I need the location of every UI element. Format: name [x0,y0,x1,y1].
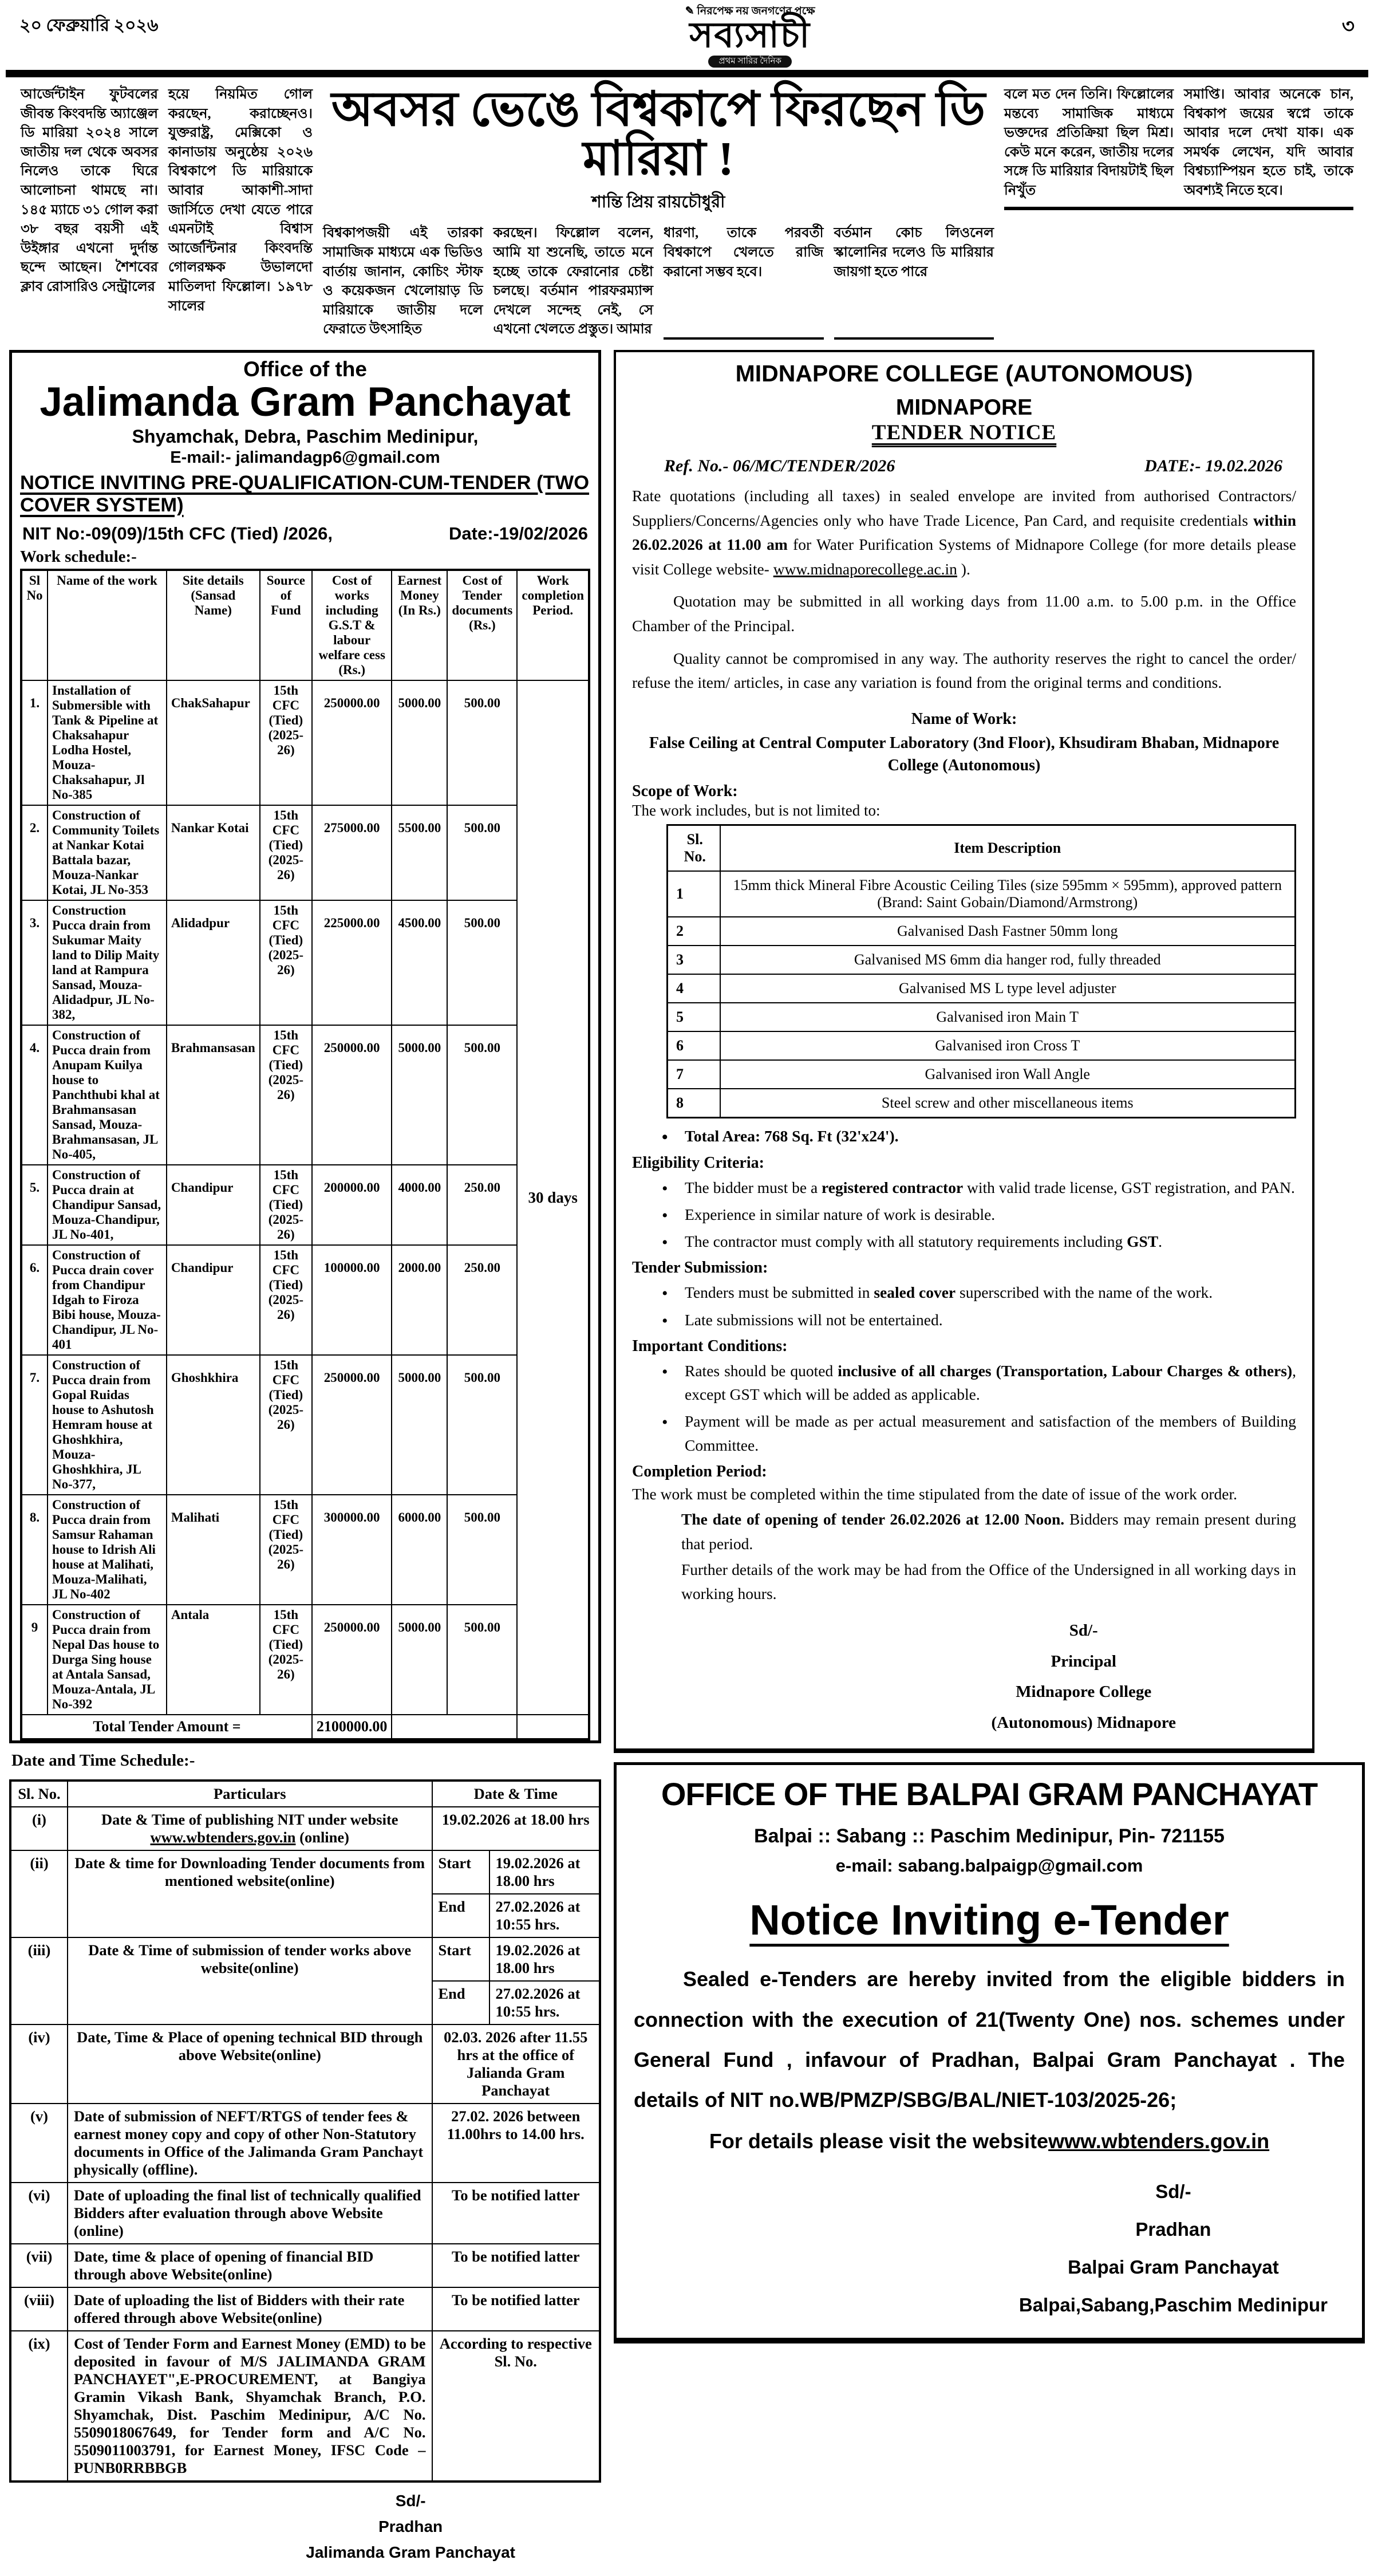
item-row: 1 15mm thick Mineral Fibre Acoustic Ceiling Tiles (size 595mm × 595mm), approved pattern (Brand: Saint Gobain/Diamond/Armstrong) [668,871,1296,917]
wbtenders-link[interactable]: www.wbtenders.gov.in [1048,2129,1270,2153]
completion-line-1: The work must be completed within the time stipulated from the date of issue of the work order. [632,1484,1237,1503]
jalimanda-name: Jalimanda Gram Panchayat [40,379,571,425]
schedule-row: (v) Date of submission of NEFT/RTGS of tender fees & earnest money copy and copy of other Non-Statutory documents in Office of the Jalimanda Gram Panchayt physically (offline). 27.02. 2026 between 11.00hrs to 14.00 hrs. [10,2104,600,2183]
item-row: 7 Galvanised iron Wall Angle [668,1060,1296,1089]
schedule-row: (i) Date & Time of publishing NIT under website www.wbtenders.gov.in (online) 19.02.2026 at 18.00 hrs [10,1807,600,1850]
article-column-5: ধারণা, তাকে পরবর্তী বিশ্বকাপে খেলতে রাজি করানো সম্ভব হবে। [664,224,824,340]
completion-period-cell: 30 days [517,680,589,1715]
scope-of-work-label: Scope of Work: [632,782,738,801]
eligibility-label: Eligibility Criteria: [632,1153,764,1172]
item-row: 2 Galvanised Dash Fastner 50mm long [668,917,1296,946]
jalimanda-notice [9,350,601,2566]
news-article [6,77,1368,344]
e-tender-heading: Notice Inviting e-Tender [749,1896,1229,1944]
main-content [6,344,1368,2566]
page-number: ৩ [1341,16,1355,37]
table-row: 4. Construction of Pucca drain from Anupam Kuilya house to Panchthubi khal at Brahmansasan Sansad, Mouza-Brahmansasan, JL No-405, Brahmansasan 15th CFC (Tied) (2025-26) 250000.00 5000.00 500.00 [21,1025,589,1165]
name-of-work-text: False Ceiling at Central Computer Laboratory (3nd Floor), Khsudiram Bhaban, Midnapore College (Autonomous) [649,734,1280,775]
midnapore-signature: Sd/- Principal Midnapore College (Autonomous) Midnapore [991,1621,1176,1732]
article-column-8: সমাপ্তি। আবার অনেকে চান, বিশ্বকাপ জয়ের স্বপ্নে তাকে আবার দলে দেখা যাক। এক সমর্থক লেখেন, যদি আবার বিশ্বচ্যাম্পিয়ন হতে চাই, তাকে অবশ্যই নিতে হবে। [1184,87,1353,198]
schedule-row: (vi) Date of uploading the final list of technically qualified Bidders after evaluation through above Website (online) To be notified latter [10,2183,600,2244]
midnapore-title: MIDNAPORE COLLEGE (AUTONOMOUS) [735,360,1193,387]
schedule-subrow: End 27.02.2026 at 10:55 hrs. [10,1981,600,2024]
nit-number: NIT No:-09(09)/15th CFC (Tied) /2026, [22,523,333,544]
article-byline: শান্তি প্রিয় রায়চৌধুরী [591,193,725,212]
masthead [685,6,815,68]
date-time-schedule-label: Date and Time Schedule:- [11,1751,195,1770]
total-label: Total Tender Amount = [21,1715,312,1739]
masthead-bar [6,3,1368,68]
schedule-row: (ii) Date & time for Downloading Tender documents from mentioned website(online) Start 19.02.2026 at 18.00 hrs [10,1850,600,1894]
article-column-4: করছেন। ফিল্লোল বলেন, আমি যা শুনেছি, তাতে মনে হচ্ছে তাকে ফেরানোর চেষ্টা চলছে। বর্তমান পারফরম্যান্স দেখলে সন্দেহ নেই, সে এখনো খেলতে প্রস্তুত। আমার [493,226,653,337]
work-schedule-label: Work schedule:- [20,548,137,566]
right-column [614,350,1365,2343]
newspaper-title: সব্যসাচী [689,16,811,55]
completion-line-2: The date of opening of tender 26.02.2026 at 12.00 Noon. Bidders may remain present during that period. [681,1510,1296,1553]
article-right-columns [1004,85,1353,210]
item-table-header: Sl. No. Item Description [668,825,1296,872]
total-area-bullet: • Total Area: 768 Sq. Ft (32'x24'). [632,1124,1296,1148]
balpai-details-line: For details please visit the websitewww.wbtenders.gov.in [709,2129,1270,2153]
important-conditions-bullets [632,1359,1296,1457]
name-of-work-label: Name of Work: [911,710,1017,728]
masthead-rule [6,70,1368,77]
jalimanda-office-of: Office of the [243,357,367,381]
area-bullets [632,1124,1296,1148]
ref-row [632,456,1296,476]
tender-submission-label: Tender Submission: [632,1259,768,1277]
masthead-badge: প্রথম সারির দৈনিক [708,56,791,68]
item-row: 8 Steel screw and other miscellaneous items [668,1089,1296,1118]
item-row: 6 Galvanised iron Cross T [668,1031,1296,1060]
article-column-3: বিশ্বকাপজয়ী এই তারকা সামাজিক মাধ্যমে এক ভিডিও বার্তায় জানান, কোচিং স্টাফ ও কয়েকজন খেলোয়াড় ডি মারিয়াকে জাতীয় দলে ফেরাতে উৎসাহিত [323,226,483,337]
schedule-row: (iv) Date, Time & Place of opening technical BID through above Website(online) 02.03. 2026 after 11.55 hrs at the office of Jalianda Gram Panchayat [10,2024,600,2104]
table-row: 7. Construction of Pucca drain from Gopal Ruidas house to Ashutosh Hemram house at Ghoshkhira, Mouza-Ghoshkhira, JL No-377, Ghoshkhira 15th CFC (Tied) (2025-26) 250000.00 5000.00 500.00 [21,1355,589,1495]
list-item: • The contractor must comply with all statutory requirements including GST. [632,1230,1296,1253]
schedule-row: (ix) Cost of Tender Form and Earnest Money (EMD) to be deposited in favour of M/S JALIMANDA GRAM PANCHAYET",E-PROCUREMENT, at Bangiya Gramin Vikash Bank, Shyamchak Branch, P.O. Shyamchak, Dist. Paschim Medinipur, A/C No. 5509018067649, for Tender form and A/C No. 5509011003791, for Earnest Money, IFSC Code – PUNB0RRBBGB According to respective Sl. No. [10,2331,600,2482]
jalimanda-email: E-mail:- jalimandagp6@gmail.com [170,448,440,467]
balpai-signature: Sd/- Pradhan Balpai Gram Panchayat Balpai,Sabang,Paschim Medinipur [1018,2181,1328,2316]
schedule-row: (iii) Date & Time of submission of tender works above website(online) Start 19.02.2026 at 18.00 hrs [10,1937,600,1981]
jalimanda-signature: Sd/- Pradhan Jalimanda Gram Panchayat [306,2492,515,2562]
jalimanda-notice-title: NOTICE INVITING PRE-QUALIFICATION-CUM-TENDER (TWO COVER SYSTEM) [20,472,590,517]
table-row: 8. Construction of Pucca drain from Samsur Rahaman house to Idrish Ali house at Malihati, Mouza-Malihati, JL No-402 Malihati 15th CFC (Tied) (2025-26) 300000.00 6000.00 500.00 [21,1495,589,1605]
midnapore-notice [614,350,1314,1754]
schedule-header: Sl. No. Particulars Date & Time [10,1781,600,1807]
balpai-paragraph: Sealed e-Tenders are hereby invited from the eligible bidders in connection with the execution of 21(Twenty One) nos. schemes under General Fund , infavour of Pradhan, Balpai Gram Panchayat . The details of NIT no.WB/PMZP/SBG/BAL/NIET-103/2025-26; [634,1967,1345,2112]
important-conditions-label: Important Conditions: [632,1337,788,1355]
nit-date: Date:-19/02/2026 [449,523,588,544]
table-row: 3. Construction Pucca drain from Sukumar Maity land to Dilip Maity land at Rampura Sansad, Mouza-Alidadpur, JL No-382, Alidadpur 15th CFC (Tied) (2025-26) 225000.00 4500.00 500.00 [21,900,589,1025]
midnapore-paragraph-3: Quality cannot be compromised in any way. The authority reserves the right to cancel the order/ refuse the item/ articles, in case any variation is found from the original terms and conditions. [632,649,1296,692]
work-schedule-table [20,569,590,1740]
list-item: • Rates should be quoted inclusive of all charges (Transportation, Labour Charges & others), except GST which will be added as applicable. [632,1359,1296,1407]
table-row: 1. Installation of Submersible with Tank & Pipeline at Chaksahapur Lodha Hostel, Mouza-Chaksahapur, Jl No-385 ChakSahapur 15th CFC (Tied) (2025-26) 250000.00 5000.00 500.00 30 days [21,680,589,805]
article-column-2: হয়ে নিয়মিত গোল করছেন, করাচ্ছেনও। যুক্তরাষ্ট্র, মেক্সিকো ও কানাডায় অনুষ্ঠেয় ২০২৬ বিশ্বকাপে ডি মারিয়াকে আবার আকাশী-সাদা জার্সিতে দেখা যেতে পারে এমনটাই বিশ্বাস আর্জেন্টিনার কিংবদন্তি গোলরক্ষক উভালদো মাতিলদা ফিল্লোল। ১৯৭৮ সালের [168,87,313,314]
list-item: • Experience in similar nature of work is desirable. [632,1203,1296,1226]
article-center [323,85,994,340]
tender-notice-heading: TENDER NOTICE [871,420,1057,444]
table-row: 9 Construction of Pucca drain from Nepal Das house to Durga Sing house at Antala Sansad, Mouza-Antala, JL No-392 Antala 15th CFC (Tied) (2025-26) 250000.00 5000.00 500.00 [21,1605,589,1715]
list-item: • Tenders must be submitted in sealed cover superscribed with the name of the work. [632,1281,1296,1304]
schedule-row: (viii) Date of uploading the list of Bidders with their rate offered through above Website(online) To be notified latter [10,2287,600,2331]
balpai-notice [614,1762,1365,2343]
list-item: • Late submissions will not be entertained. [632,1308,1296,1332]
tender-submission-bullets [632,1281,1296,1332]
date-time-schedule-table [9,1779,601,2483]
ref-date: DATE:- 19.02.2026 [1144,456,1282,475]
jalimanda-box [9,350,601,1744]
total-value: 2100000.00 [312,1715,392,1739]
table-row: 6. Construction of Pucca drain cover from Chandipur Idgah to Firoza Bibi house, Mouza-Chandipur, JL No-401 Chandipur 15th CFC (Tied) (2025-26) 100000.00 2000.00 250.00 [21,1245,589,1355]
work-table-header: Sl No Name of the work Site details (Sansad Name) Source of Fund Cost of works including G.S.T & labour welfare cess (Rs.) Earnest Money (In Rs.) Cost of Tender documents (Rs.) Work completion Period. [21,570,589,680]
item-description-table [666,824,1296,1118]
balpai-title: OFFICE OF THE BALPAI GRAM PANCHAYAT [661,1776,1318,1813]
table-row: 5. Construction of Pucca drain at Chandipur Sansad, Mouza-Chandipur, JL No-401, Chandipur 15th CFC (Tied) (2025-26) 200000.00 4000.00 250.00 [21,1165,589,1245]
list-item: • Payment will be made as per actual measurement and satisfaction of the members of Building Committee. [632,1409,1296,1457]
ref-number: Ref. No.- 06/MC/TENDER/2026 [664,456,895,475]
wbtenders-link[interactable]: www.wbtenders.gov.in [150,1829,296,1846]
completion-line-3: Further details of the work may be had from the Office of the Undersigned in all working days in working hours. [681,1560,1296,1603]
college-website-link[interactable]: www.midnaporecollege.ac.in [773,560,957,578]
article-center-columns [323,224,994,340]
balpai-email: e-mail: sabang.balpaigp@gmail.com [835,1856,1143,1876]
table-row: 2. Construction of Community Toilets at Nankar Kotai Battala bazar, Mouza-Nankar Kotai, JL No-353 Nankar Kotai 15th CFC (Tied) (2025-26) 275000.00 5500.00 500.00 [21,805,589,900]
completion-period-label: Completion Period: [632,1462,767,1480]
article-column-1: আর্জেন্টাইন ফুটবলের জীবন্ত কিংবদন্তি অ্যাঞ্জেল ডি মারিয়া ২০২৪ সালে জাতীয় দল থেকে অবসর নিলেও তাকে ঘিরে আলোচনা থামছে না। ১৪৫ ম্যাচে ৩১ গোল করা ৩৮ বছর বয়সী এই উইঙ্গার এখনো দুর্দান্ত ছন্দে আছেন। শৈশবের ক্লাব রোসারিও সেন্ট্রালের [21,87,158,294]
edition-date: ২০ ফেব্রুয়ারি ২০২৬ [19,16,159,35]
eligibility-bullets [632,1176,1296,1254]
item-row: 4 Galvanised MS L type level adjuster [668,974,1296,1003]
article-headline: অবসর ভেঙে বিশ্বকাপে ফিরছেন ডি মারিয়া ! [331,83,986,186]
item-row: 5 Galvanised iron Main T [668,1003,1296,1031]
article-column-6: বর্তমান কোচ লিওনেল স্কালোনির দলেও ডি মারিয়ার জায়গা হতে পারে [834,224,994,340]
masthead-tagline: ✎ নিরপেক্ষ নয় জনগণের পক্ষে [685,5,815,17]
balpai-address: Balpai :: Sabang :: Paschim Medinipur, Pin- 721155 [754,1825,1225,1848]
midnapore-subtitle: MIDNAPORE [895,395,1033,420]
total-row [21,1715,589,1739]
list-item: • The bidder must be a registered contractor with valid trade license, GST registration, and PAN. [632,1176,1296,1199]
schedule-subrow: End 27.02.2026 at 10:55 hrs. [10,1894,600,1937]
pen-icon: ✎ [685,5,694,17]
jalimanda-address: Shyamchak, Debra, Paschim Medinipur, [132,426,479,447]
midnapore-paragraph-1: Rate quotations (including all taxes) in sealed envelope are invited from authorised Contractors/ Suppliers/Concerns/Agencies only who have Trade Licence, Pan Card, and requisite credentials within 26.02.2026 at 11.00 am for Water Purification Systems of Midnapore College (for more details please visit College website- www.midnaporecollege.ac.in ). [632,486,1296,578]
article-column-7: বলে মত দেন তিনি। ফিল্লোলের মন্তব্যে সামাজিক মাধ্যমে ভক্তদের প্রতিক্রিয়া ছিল মিশ্র। কেউ মনে করেন, জাতীয় দলের সঙ্গে ডি মারিয়ার বিদায়টাই ছিল নিখুঁত [1004,87,1174,198]
item-row: 3 Galvanised MS 6mm dia hanger rod, fully threaded [668,946,1296,974]
schedule-row: (vii) Date, time & place of opening of financial BID through above Website(online) To be notified latter [10,2244,600,2287]
midnapore-paragraph-2: Quotation may be submitted in all working days from 11.00 a.m. to 5.00 p.m. in the Office Chamber of the Principal. [632,592,1296,635]
scope-intro: The work includes, but is not limited to: [632,802,881,820]
jalimanda-nit-row [20,523,590,544]
